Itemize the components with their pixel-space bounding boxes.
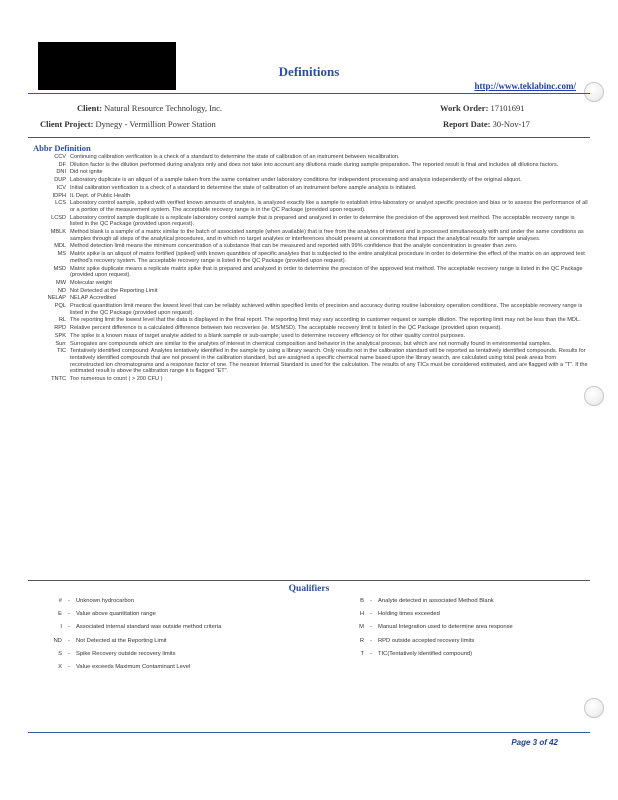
definition-row [28, 162, 588, 169]
project-line [40, 119, 216, 129]
definition-text: Practical quantitation limit means the lowest level that can be reliably achieved within specified limits of precision and accuracy during routine laboratory operation conditions. The acceptable recovery range is listed in the QC Package (provided upon request). [70, 303, 583, 316]
qualifier-code: R [359, 637, 364, 644]
page-number: Page 3 of 42 [511, 738, 558, 747]
qualifier-code: I [60, 624, 62, 631]
report-date-value: 30-Nov-17 [492, 119, 530, 129]
qualifier-text: Analyte detected in associated Method Blank [378, 598, 494, 604]
definition-row [28, 325, 588, 332]
definition-abbr: MS [57, 251, 66, 258]
definition-text: Laboratory duplicate is an aliquot of a sample taken from the same container under laboratory conditions for independent processing and analysis independently of the original aliquot. [70, 177, 522, 184]
definition-abbr: Surr [55, 340, 66, 347]
qualifier-separator: - [370, 624, 372, 631]
definition-row [28, 200, 588, 213]
qualifiers-divider [28, 580, 590, 581]
definition-text: Tentatively identified compound: Analytes tentatively identified in the sample by using a library search. Only results not in the calibration standard will be reported as tentatively identified compounds. Results for tentatively identified compounds that are not present in the calibration standard, but are assigned a specific chemical name based upon the library search, are calculated using total peak areas from reconstructed ion chromatograms and a response factor of one. The nearest Internal Standard is used for the calculation. The results of any TICs must be considered estimated, and are flagged with a "T". If the estimated result is above the calibration range it is flagged "ET". [70, 348, 588, 375]
definition-abbr: NELAP [47, 295, 66, 302]
definition-text: Continuing calibration verification is a check of a standard to determine the state of calibration of an instrument between recalibration. [70, 154, 400, 160]
page-title: Definitions [278, 64, 340, 79]
definition-row [28, 295, 588, 302]
definition-row [28, 215, 588, 228]
definition-text: Relative percent difference is a calculated difference between two recoveries (ie. MS/MSD). The acceptable recovery limit is listed in the QC Package (provided upon request). [70, 325, 502, 332]
definition-text: Initial calibration verification is a check of a standard to determine the state of calibration of an instrument before sample analysis is initiated. [70, 184, 417, 191]
qualifier-code: X [58, 663, 62, 670]
definition-row [28, 185, 588, 192]
definition-text: Method blank is a sample of a matrix similar to the batch of associated sample (when available) that is free from the analytes of interest and is processed simultaneously with and under the same conditions as samples through all steps of the analytical procedures, and in which no target analytes or interferences should present at concentrations that impact the analytical results for sample analyses. [70, 229, 584, 242]
definition-row [28, 266, 588, 279]
definition-abbr: ICV [56, 184, 66, 191]
definition-abbr: TNTC [51, 376, 66, 383]
definition-row [28, 348, 588, 375]
definition-abbr: SPK [54, 332, 66, 339]
definition-text: Surrogates are compounds which are similar to the analytes of interest in chemical composition and behavior in the analytical process, but which are not normally found in environmental samples. [70, 340, 552, 347]
definition-abbr: DF [58, 161, 66, 168]
definition-abbr: DNI [56, 169, 66, 176]
punch-hole-icon [584, 82, 604, 102]
definition-abbr: MBLK [50, 229, 66, 236]
qualifier-separator: - [68, 650, 70, 657]
definition-row [28, 303, 588, 316]
qualifier-item [330, 598, 590, 611]
qualifier-code: H [359, 611, 364, 618]
definition-row [28, 193, 588, 200]
project-label: Client Project: [40, 119, 94, 129]
definition-text: The reporting limit the lowest level that the data is displayed in the final report. The reporting limit may vary according to customer request or sample dilution. The reporting limit may not be less than the MDL. [70, 317, 581, 324]
client-label: Client: [77, 103, 103, 113]
project-value: Dynegy - Vermillion Power Station [95, 119, 216, 129]
definition-row [28, 341, 588, 348]
report-date-label: Report Date: [443, 119, 491, 129]
definition-text: Molecular weight [70, 279, 112, 286]
definition-row [28, 280, 588, 287]
definition-row [28, 243, 588, 250]
definition-abbr: DUP [54, 177, 66, 184]
definition-row [28, 177, 588, 184]
qualifier-separator: - [68, 598, 70, 604]
client-line [77, 103, 222, 113]
qualifier-item [28, 664, 318, 677]
qualifier-text: Value exceeds Maximum Contaminant Level [76, 663, 191, 670]
client-value: Natural Resource Technology, Inc. [104, 103, 223, 113]
work-order-line [440, 103, 525, 113]
qualifier-item [28, 651, 318, 664]
qualifier-item [330, 624, 590, 637]
definition-text: Method detection limit means the minimum concentration of a substance that can be measured and reported with 99% confidence that the analyte concentration is greater than zero. [70, 243, 518, 250]
qualifier-item [330, 611, 590, 624]
definition-abbr: ND [57, 287, 66, 294]
qualifier-item [330, 651, 590, 664]
qualifier-text: TIC(Tentatively identified compound) [378, 650, 473, 657]
definition-abbr: IDPH [52, 192, 66, 199]
definitions-header: Abbr Definition [33, 143, 91, 153]
definition-abbr: LCS [55, 200, 66, 207]
definition-row [28, 333, 588, 340]
definition-abbr: TIC [56, 348, 66, 355]
qualifier-item [28, 624, 318, 637]
qualifier-separator: - [68, 624, 70, 631]
qualifier-separator: - [370, 637, 372, 644]
qualifier-separator: - [68, 611, 70, 618]
qualifier-code: T [360, 650, 364, 657]
definition-text: Matrix spike duplicate means a replicate matrix spike that is prepared and analyzed in order to determine the precision of the approved test method. The acceptable recovery range is listed in the QC Package (provided upon request). [70, 265, 583, 279]
definition-row [28, 317, 588, 324]
qualifiers-left-list [28, 598, 318, 677]
qualifier-code: B [360, 598, 364, 604]
qualifier-code: ND [53, 637, 62, 644]
definition-text: NELAP Accredited [70, 295, 116, 302]
definitions-list [28, 154, 588, 384]
qualifier-item [28, 611, 318, 624]
definition-abbr: RPD [54, 325, 66, 332]
definition-row [28, 154, 588, 161]
qualifier-item [28, 638, 318, 651]
qualifier-text: Manual Integration used to determine area response [378, 624, 513, 631]
definition-row [28, 251, 588, 264]
qualifier-item [28, 598, 318, 611]
definition-abbr: RL [58, 317, 66, 324]
definition-abbr: LCSD [51, 214, 66, 221]
qualifier-text: Not Detected at the Reporting Limit [76, 637, 167, 644]
website-link[interactable]: http://www.teklabinc.com/ [474, 81, 576, 91]
definition-text: IL Dept. of Public Health [70, 192, 131, 199]
qualifier-code: M [359, 624, 364, 631]
header-divider [28, 93, 590, 94]
definition-text: Laboratory control sample, spiked with verified known amounts of analytes, is analyzed exactly like a sample to establish intra-laboratory or analyst specific precision and bias or to assess the performance of all or a portion of the measurement system. The acceptable recovery range is in the QC Package (provided upon request). [70, 200, 588, 213]
work-order-label: Work Order: [440, 103, 489, 113]
definition-abbr: MDL [54, 243, 66, 250]
qualifier-text: RPD outside accepted recovery limits [378, 637, 475, 644]
definition-row [28, 169, 588, 176]
qualifier-separator: - [68, 663, 70, 670]
report-date-line [443, 119, 530, 129]
footer-divider [28, 732, 590, 733]
qualifier-code: E [58, 611, 62, 618]
definition-abbr: MSD [53, 265, 66, 272]
definition-text: Matrix spike is an aliquot of matrix fortified (spiked) with known quantities of specific analytes that is subjected to the entire analytical procedure in order to determine the effect of the matrix on an approved test method's recovery system. The acceptable recovery range is listed in the QC Package (provided upon request). [70, 251, 585, 264]
definition-row [28, 229, 588, 242]
definition-text: Laboratory control sample duplicate is a replicate laboratory control sample that is prepared and analyzed in order to determine the precision of the approved test method. The acceptable recovery range is listed in the QC Package (provided upon request). [70, 214, 575, 228]
qualifier-separator: - [370, 598, 372, 604]
definition-text: Not Detected at the Reporting Limit [70, 287, 158, 294]
definition-row [28, 288, 588, 295]
work-order-value: 17101691 [490, 103, 525, 113]
definition-abbr: PQL [54, 303, 66, 310]
qualifier-code: S [58, 650, 62, 657]
qualifiers-title: Qualifiers [288, 584, 330, 594]
meta-divider [28, 137, 590, 138]
punch-hole-icon [584, 698, 604, 718]
qualifier-text: Value above quantitation range [76, 611, 156, 618]
qualifier-text: Unknown hydrocarbon [76, 598, 135, 604]
definition-text: Did not ignite [70, 169, 103, 176]
definition-abbr: MW [56, 279, 66, 286]
qualifier-text: Associated internal standard was outside method criteria [76, 624, 222, 631]
qualifier-text: Holding times exceeded [378, 611, 440, 618]
qualifier-separator: - [68, 637, 70, 644]
definition-text: Dilution factor is the dilution performed during analysis only and does not take into account any dilutions made during sample preparation. The reported result is final and includes all dilutions factors. [70, 161, 559, 168]
definition-text: The spike is a known mass of target analyte added to a blank sample or sub-sample; used to determine recovery efficiency or for other quality control purposes. [70, 332, 466, 339]
definition-abbr: CCV [54, 154, 66, 160]
qualifier-code: # [58, 598, 62, 604]
definition-row [28, 376, 588, 383]
qualifiers-right-list [330, 598, 590, 664]
qualifier-separator: - [370, 611, 372, 618]
qualifier-separator: - [370, 650, 372, 657]
definition-text: Too numerous to count ( > 200 CFU ) [70, 376, 163, 383]
qualifier-item [330, 638, 590, 651]
punch-hole-icon [584, 386, 604, 406]
qualifier-text: Spike Recovery outside recovery limits [76, 650, 176, 657]
